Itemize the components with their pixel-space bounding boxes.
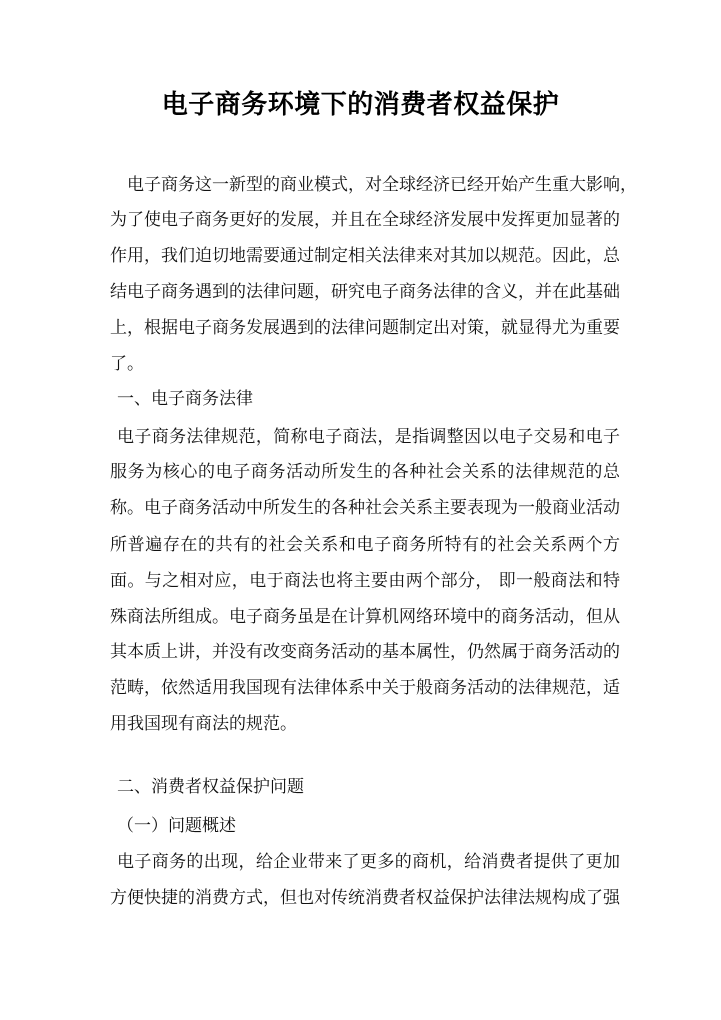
paragraph-line: 称。电子商务活动中所发生的各种社会关系主要表现为一般商业活动 bbox=[110, 498, 620, 518]
paragraph-line: 电子商务的出现，给企业带来了更多的商机，给消费者提供了更加 bbox=[117, 852, 620, 872]
paragraph-line: 殊商法所组成。电子商务虽是在计算机网络环境中的商务活动，但从 bbox=[110, 607, 620, 627]
paragraph-line: 电子商务这一新型的商业模式，对全球经济已经开始产生重大影响， bbox=[127, 175, 637, 195]
paragraph-line: 用我国现有商法的规范。 bbox=[110, 714, 297, 734]
paragraph-line: 上，根据电子商务发展遇到的法律问题制定出对策，就显得尤为重要 bbox=[110, 318, 620, 338]
paragraph-line: 方便快捷的消费方式，但也对传统消费者权益保护法律法规构成了强 bbox=[110, 888, 620, 908]
paragraph-line: 面。与之相对应，电于商法也将主要由两个部分， 即一般商法和特 bbox=[110, 571, 620, 591]
paragraph-line: 所普遍存在的共有的社会关系和电子商务所特有的社会关系两个方 bbox=[110, 535, 620, 555]
subsection-heading: （一）问题概述 bbox=[117, 816, 236, 836]
paragraph-line: 结电子商务遇到的法律问题，研究电子商务法律的含义，并在此基础 bbox=[110, 282, 620, 302]
section-heading-1: 一、电子商务法律 bbox=[117, 389, 253, 409]
paragraph-line: 作用，我们迫切地需要通过制定相关法律来对其加以规范。因此，总 bbox=[110, 246, 620, 266]
paragraph-line: 为了使电子商务更好的发展，并且在全球经济发展中发挥更加显著的 bbox=[110, 210, 620, 230]
document-title: 电子商务环境下的消费者权益保护 bbox=[161, 90, 560, 120]
section-heading-2: 二、消费者权益保护问题 bbox=[117, 777, 304, 797]
paragraph-line: 服务为核心的电子商务活动所发生的各种社会关系的法律规范的总 bbox=[110, 462, 620, 482]
paragraph-line: 范畴，依然适用我国现有法律体系中关于般商务活动的法律规范，适 bbox=[110, 678, 620, 698]
paragraph-line: 其本质上讲，并没有改变商务活动的基本属性，仍然属于商务活动的 bbox=[110, 642, 620, 662]
paragraph-line: 电子商务法律规范，简称电子商法，是指调整因以电子交易和电子 bbox=[117, 427, 620, 447]
paragraph-line: 了。 bbox=[110, 354, 144, 374]
